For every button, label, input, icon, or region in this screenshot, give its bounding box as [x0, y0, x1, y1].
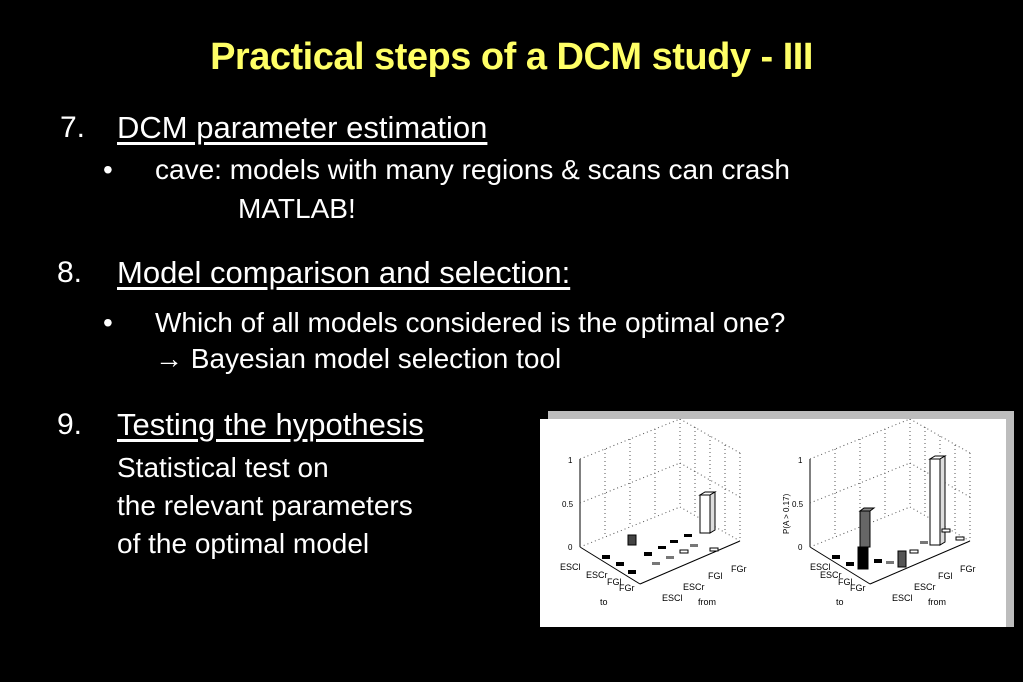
left-to-label-2: ESCr	[586, 570, 608, 580]
item-9-number: 9.	[57, 408, 83, 441]
right-plot	[782, 419, 976, 607]
right-from-axis-label: from	[928, 597, 946, 607]
right-to-label-2: ESCr	[820, 570, 842, 580]
right-tick-1: 1	[798, 456, 803, 465]
left-from-label-3: FGl	[708, 571, 723, 581]
left-to-label-4: FGr	[619, 583, 635, 593]
right-from-axis	[870, 541, 970, 584]
left-from-axis-label: from	[698, 597, 716, 607]
item-8-heading: Model comparison and selection:	[117, 255, 571, 290]
right-bar-mid-top	[860, 508, 874, 511]
right-bar-small	[898, 551, 906, 567]
right-arrow-icon: →	[155, 343, 183, 374]
figure-panel	[540, 419, 1006, 627]
left-from-label-1: ESCl	[662, 593, 683, 603]
item-7-bullet-line-2: MATLAB!	[238, 193, 356, 224]
item-7-number: 7.	[60, 111, 86, 144]
right-to-axis-label: to	[836, 597, 844, 607]
item-8-bullet-line-2: Bayesian model selection tool	[190, 343, 562, 374]
slide-title: Practical steps of a DCM study - III	[210, 36, 813, 78]
right-tick-0: 0	[798, 543, 803, 552]
right-from-label-4: FGr	[960, 564, 976, 574]
left-tick-0-5: 0.5	[562, 500, 574, 509]
right-grid	[810, 419, 970, 547]
left-small-bars	[602, 534, 718, 574]
left-tick-0: 0	[568, 543, 573, 552]
left-grid	[580, 419, 740, 547]
left-tick-1: 1	[568, 456, 573, 465]
left-bar-tall	[700, 495, 710, 533]
right-bar-tall	[930, 459, 940, 545]
left-from-label-2: ESCr	[683, 582, 705, 592]
right-from-label-1: ESCl	[892, 593, 913, 603]
left-to-axis-label: to	[600, 597, 608, 607]
right-bar-mid	[860, 511, 870, 547]
item-7-heading: DCM parameter estimation	[117, 110, 488, 145]
item-8-bullet: •	[103, 307, 113, 338]
item-8-bullet-line-2-row	[155, 343, 561, 375]
left-to-label-3: FGl	[607, 577, 622, 587]
left-plot	[560, 419, 747, 607]
right-from-label-2: ESCr	[914, 582, 936, 592]
right-ylabel: P(A > 0.17)	[782, 493, 791, 534]
left-bar-dark	[628, 535, 636, 545]
item-7-bullet: •	[103, 154, 113, 185]
bar3-figure	[540, 419, 1006, 627]
right-to-label-3: FGl	[838, 577, 853, 587]
right-bar-black	[858, 547, 868, 569]
right-to-label-4: FGr	[850, 583, 866, 593]
item-9-line-1: Statistical test on	[117, 452, 329, 483]
right-tick-0-5: 0.5	[792, 500, 804, 509]
left-from-label-4: FGr	[731, 564, 747, 574]
left-to-label-1: ESCl	[560, 562, 581, 572]
item-7-bullet-line-1: cave: models with many regions & scans can crash	[155, 154, 790, 185]
item-9-line-3: of the optimal model	[117, 528, 370, 559]
right-from-label-3: FGl	[938, 571, 953, 581]
item-8-number: 8.	[57, 256, 83, 289]
right-to-label-1: ESCl	[810, 562, 831, 572]
item-8-bullet-line-1: Which of all models considered is the optimal one?	[155, 307, 786, 338]
item-9-line-2: the relevant parameters	[117, 490, 413, 521]
item-9-heading: Testing the hypothesis	[117, 407, 424, 442]
left-bar-tall-side	[710, 492, 715, 533]
